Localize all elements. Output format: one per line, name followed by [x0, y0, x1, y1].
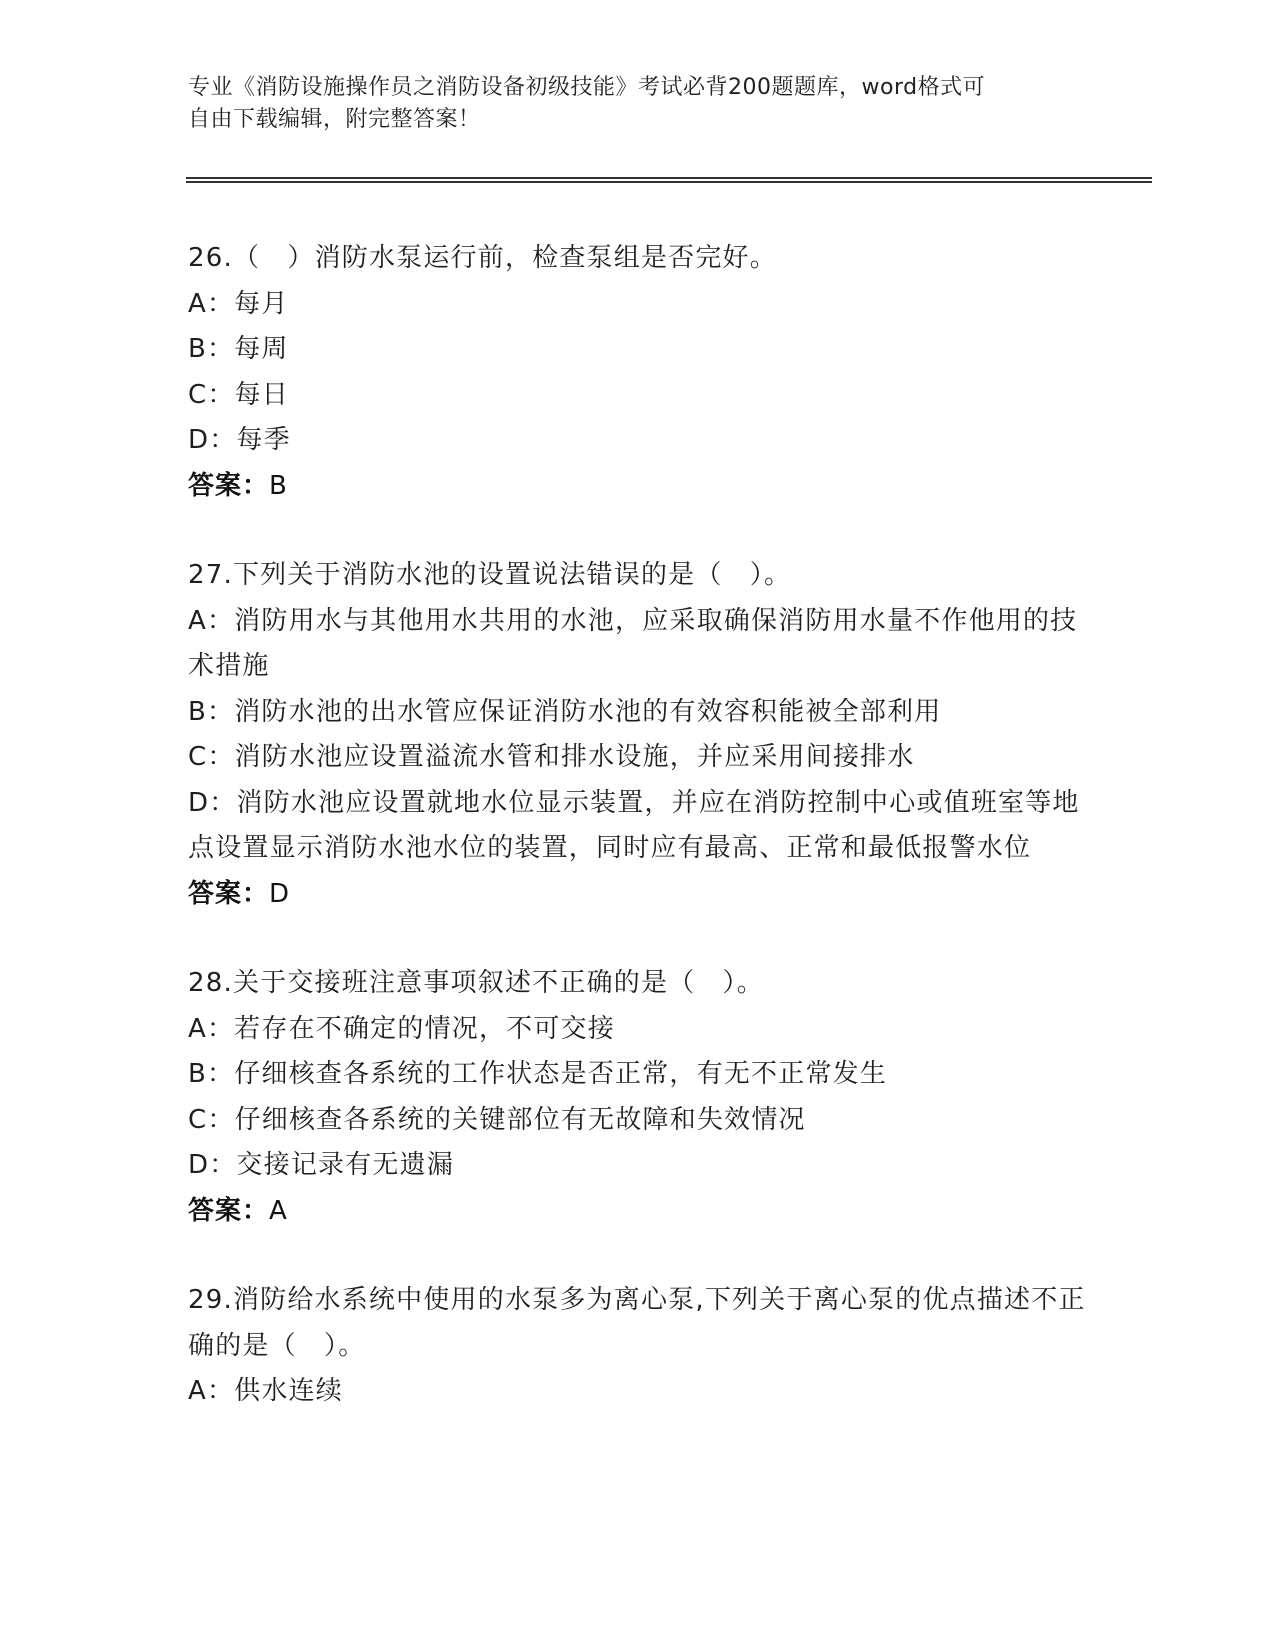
question-stem: 29.消防给水系统中使用的水泵多为离心泵,下列关于离心泵的优点描述不正确的是（ ）。	[188, 1285, 1086, 1361]
answer-label: 答案：	[188, 878, 270, 909]
answer-label: 答案：	[188, 1195, 270, 1226]
answer-line	[188, 1189, 1088, 1235]
question-stem: 26.（ ）消防水泵运行前，检查泵组是否完好。	[188, 243, 777, 273]
option-a: A：每月	[188, 288, 289, 319]
header-line-2: 自由下载编辑，附完整答案！	[188, 107, 481, 132]
option-c: C：消防水池应设置溢流水管和排水设施，并应采用间接排水	[188, 742, 915, 772]
question-stem: 28.关于交接班注意事项叙述不正确的是（ ）。	[188, 968, 764, 998]
option-b: B：消防水池的出水管应保证消防水池的有效容积能被全部利用	[188, 696, 942, 727]
answer-line	[188, 872, 1088, 918]
option-a: A：消防用水与其他用水共用的水池，应采取确保消防用水量不作他用的技术措施	[188, 605, 1078, 681]
question-29	[188, 1278, 1088, 1415]
answer-value: D	[269, 878, 291, 909]
option-a: A：供水连续	[188, 1376, 343, 1406]
header-line-1: 专业《消防设施操作员之消防设备初级技能》考试必背200题题库，word格式可	[188, 75, 986, 100]
option-d: D：交接记录有无遗漏	[188, 1150, 455, 1180]
header-double-rule	[186, 177, 1152, 183]
answer-value: A	[269, 1195, 288, 1226]
option-c: C：仔细核查各系统的关键部位有无故障和失效情况	[188, 1104, 806, 1135]
question-28	[188, 961, 1088, 1234]
option-b: B：每周	[188, 334, 289, 364]
question-26	[188, 236, 1088, 509]
option-b: B：仔细核查各系统的工作状态是否正常，有无不正常发生	[188, 1059, 888, 1089]
answer-value: B	[269, 470, 288, 501]
question-27	[188, 553, 1088, 917]
option-a: A：若存在不确定的情况，不可交接	[188, 1013, 615, 1044]
document-header	[188, 72, 1088, 136]
option-d: D：每季	[188, 425, 291, 455]
option-d: D：消防水池应设置就地水位显示装置，并应在消防控制中心或值班室等地点设置显示消防水池水位的装置，同时应有最高、正常和最低报警水位	[188, 787, 1080, 863]
question-list	[188, 236, 1088, 1459]
answer-line	[188, 464, 1088, 510]
answer-label: 答案：	[188, 470, 270, 501]
option-c: C：每日	[188, 379, 289, 410]
question-stem: 27.下列关于消防水池的设置说法错误的是（ ）。	[188, 560, 792, 590]
